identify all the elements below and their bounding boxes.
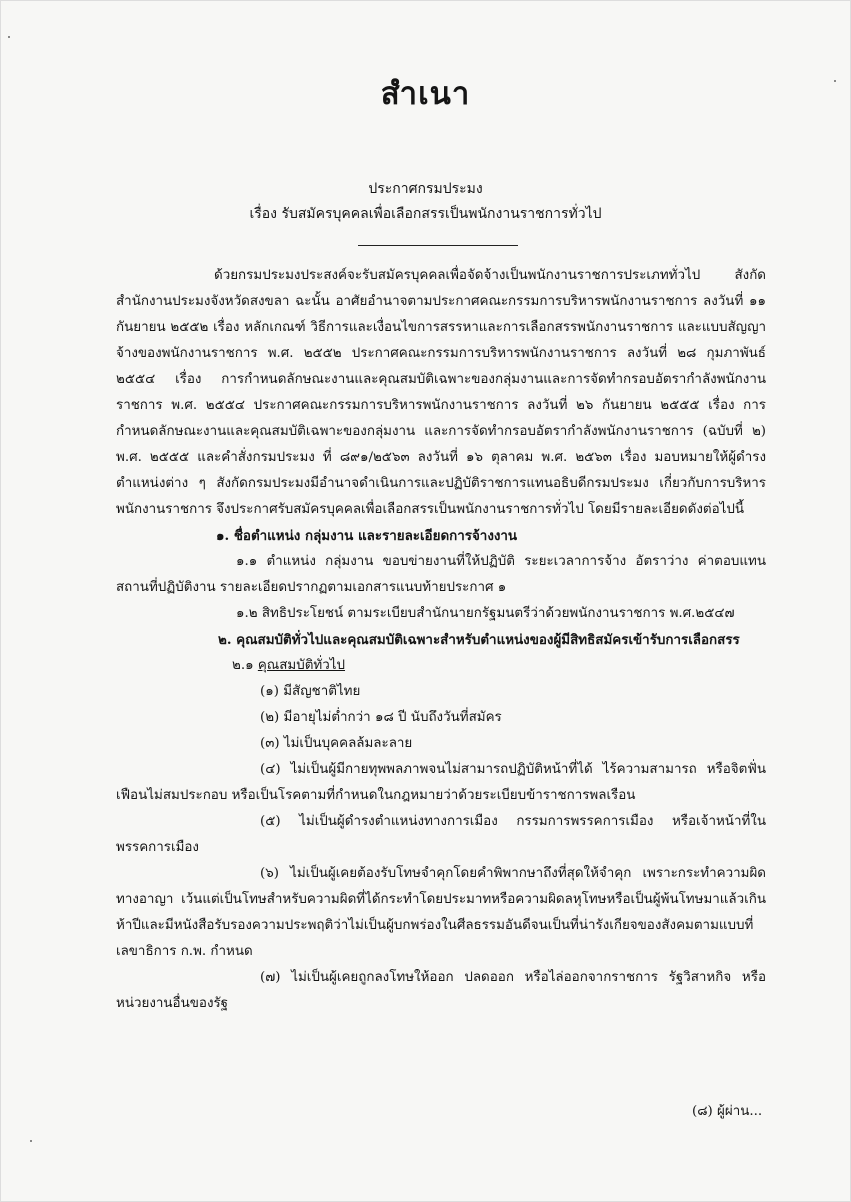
qualification-1: (๑) มีสัญชาติไทย bbox=[260, 684, 361, 699]
qualification-6: (๖) ไม่เป็นผู้เคยต้องรับโทษจำคุกโดยคำพิพากษาถึงที่สุดให้จำคุก เพราะกระทำความผิดทางอาญา เว้นแต่เป็นโทษสำหรับความผิดที่ได้กระทำโดยประมาทหรือความผิดลหุโทษหรือเป็นผู้พ้นโทษมาแล้วเกินห้าปีและมีหนังสือรับรองความประพฤติว่าไม่เป็นผู้บกพร่องในศีลธรรมอันดีจนเป็นที่น่ารังเกียจของสังคมตามแบบที่เลขาธิการ ก.พ. กำหนด bbox=[116, 866, 766, 959]
item-2-1-number: ๒.๑ bbox=[232, 658, 258, 673]
qualification-7: (๗) ไม่เป็นผู้เคยถูกลงโทษให้ออก ปลดออก หรือไล่ออกจากราชการ รัฐวิสาหกิจ หรือหน่วยงานอื่นของรัฐ bbox=[116, 970, 766, 1011]
divider-line bbox=[358, 245, 518, 246]
scan-speck bbox=[8, 36, 10, 38]
item-1-1: ๑.๑ ตำแหน่ง กลุ่มงาน ขอบข่ายงานที่ให้ปฏิบัติ ระยะเวลาการจ้าง อัตราว่าง ค่าตอบแทน สถานที่ปฏิบัติงาน รายละเอียดปรากฏตามเอกสารแนบท้ายประกาศ ๑ bbox=[116, 554, 766, 595]
section-1-heading: ๑. ชื่อตำแหน่ง กลุ่มงาน และรายละเอียดการจ้างงาน bbox=[216, 528, 518, 544]
section-2-heading: ๒. คุณสมบัติทั่วไปและคุณสมบัติเฉพาะสำหรับตำแหน่งของผู้มีสิทธิสมัครเข้ารับการเลือกสรร bbox=[218, 632, 740, 648]
intro-paragraph: ด้วยกรมประมงประสงค์จะรับสมัครบุคคลเพื่อจัดจ้างเป็นพนักงานราชการประเภททั่วไป สังกัด สำนักงานประมงจังหวัดสงขลา ฉะนั้น อาศัยอำนาจตามประกาศคณะกรรมการบริหารพนักงานราชการ ลงวันที่ ๑๑ กันยายน ๒๕๕๒ เรื่อง หลักเกณฑ์ วิธีการและเงื่อนไขการสรรหาและการเลือกสรรพนักงานราชการ และแบบสัญญาจ้างของพนักงานราชการ พ.ศ. ๒๕๕๒ ประกาศคณะกรรมการบริหารพนักงานราชการ ลงวันที่ ๒๘ กุมภาพันธ์ ๒๕๕๔ เรื่อง การกำหนดลักษณะงานและคุณสมบัติเฉพาะของกลุ่มงานและการจัดทำกรอบอัตรากำลังพนักงานราชการ พ.ศ. ๒๕๕๔ ประกาศคณะกรรมการบริหารพนักงานราชการ ลงวันที่ ๒๖ กันยายน ๒๕๕๕ เรื่อง การกำหนดลักษณะงานและคุณสมบัติเฉพาะของกลุ่มงาน และการจัดทำกรอบอัตรากำลังพนักงานราชการ (ฉบับที่ ๒) พ.ศ. ๒๕๕๕ และคำสั่งกรมประมง ที่ ๘๙๑/๒๕๖๓ ลงวันที่ ๑๖ ตุลาคม พ.ศ. ๒๕๖๓ เรื่อง มอบหมายให้ผู้ดำรงตำแหน่งต่าง ๆ สังกัดกรมประมงมีอำนาจดำเนินการและปฏิบัติราชการแทนอธิบดีกรมประมง เกี่ยวกับการบริหารพนักงานราชการ จึงประกาศรับสมัครบุคคลเพื่อเลือกสรรเป็นพนักงานราชการทั่วไป โดยมีรายละเอียดดังต่อไปนี้ bbox=[116, 268, 766, 517]
announcer-title: ประกาศกรมประมง bbox=[368, 181, 483, 197]
qualification-5: (๕) ไม่เป็นผู้ดำรงตำแหน่งทางการเมือง กรรมการพรรคการเมือง หรือเจ้าหน้าที่ในพรรคการเมือง bbox=[116, 814, 766, 855]
item-1-2: ๑.๒ สิทธิประโยชน์ ตามระเบียบสำนักนายกรัฐมนตรีว่าด้วยพนักงานราชการ พ.ศ.๒๕๔๗ bbox=[236, 606, 735, 621]
qualification-4: (๔) ไม่เป็นผู้มีกายทุพพลภาพจนไม่สามารถปฏิบัติหน้าที่ได้ ไร้ความสามารถ หรือจิตฟั่นเฟือนไม่สมประกอบ หรือเป็นโรคตามที่กำหนดในกฎหมายว่าด้วยระเบียบข้าราชการพลเรือน bbox=[116, 762, 766, 803]
copy-stamp: สำเนา bbox=[380, 76, 471, 112]
qualification-3: (๓) ไม่เป็นบุคคลล้มละลาย bbox=[260, 736, 413, 751]
item-2-1 bbox=[116, 653, 766, 679]
continued-marker: (๘) ผู้ผ่าน... bbox=[692, 1104, 763, 1119]
item-2-1-title: คุณสมบัติทั่วไป bbox=[257, 658, 346, 673]
qualification-2: (๒) มีอายุไม่ต่ำกว่า ๑๘ ปี นับถึงวันที่สมัคร bbox=[260, 710, 502, 725]
subject-line: เรื่อง รับสมัครบุคคลเพื่อเลือกสรรเป็นพนักงานราชการทั่วไป bbox=[249, 206, 602, 222]
document-body bbox=[116, 263, 766, 1017]
scan-speck bbox=[30, 1140, 32, 1142]
